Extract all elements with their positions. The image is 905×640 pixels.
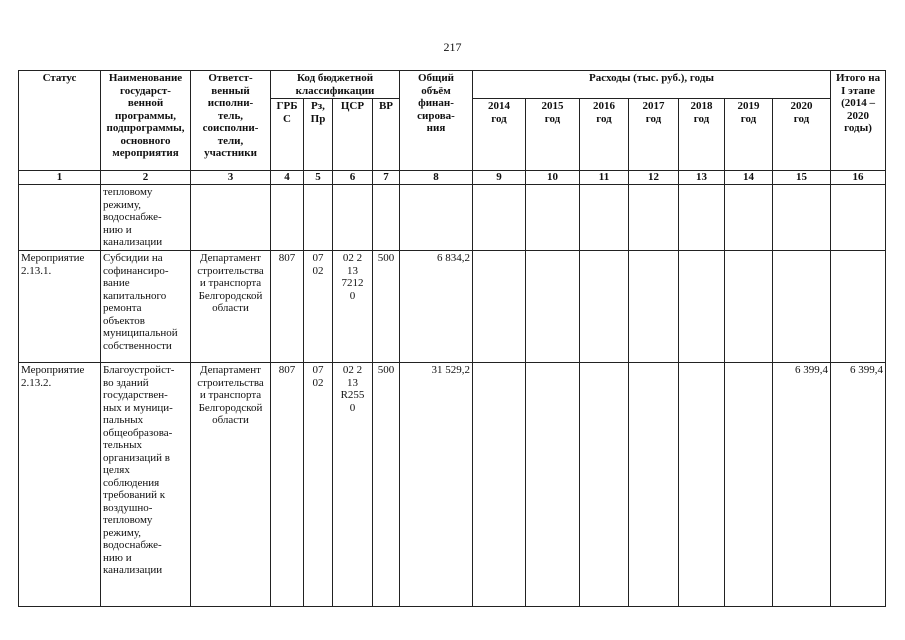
header-year-2020: 2020 год — [773, 99, 831, 171]
header-expenses: Расходы (тыс. руб.), годы — [473, 71, 831, 99]
budget-table — [18, 70, 886, 607]
cell-vr — [373, 185, 400, 251]
header-year-2018: 2018 год — [679, 99, 725, 171]
header-stage-total: Итого на I этапе (2014 – 2020 годы) — [831, 71, 886, 171]
cell-year-2015 — [526, 185, 580, 251]
cell-vr: 500 — [373, 251, 400, 363]
column-number: 14 — [725, 171, 773, 185]
header-vr: ВР — [373, 99, 400, 171]
cell-year-2015 — [526, 363, 580, 607]
column-number: 1 — [19, 171, 101, 185]
cell-grbs — [271, 185, 304, 251]
cell-year-2014 — [473, 251, 526, 363]
cell-stage-total: 6 399,4 — [831, 363, 886, 607]
cell-year-2018 — [679, 185, 725, 251]
cell-year-2014 — [473, 185, 526, 251]
cell-year-2020: 6 399,4 — [773, 363, 831, 607]
cell-year-2020 — [773, 185, 831, 251]
header-row-1 — [19, 71, 886, 99]
cell-year-2017 — [629, 251, 679, 363]
cell-year-2018 — [679, 251, 725, 363]
column-number: 6 — [333, 171, 373, 185]
column-number: 12 — [629, 171, 679, 185]
cell-rzpr: 07 02 — [304, 363, 333, 607]
header-year-2016: 2016 год — [580, 99, 629, 171]
header-rzpr: Рз, Пр — [304, 99, 333, 171]
header-responsible: Ответст- венный исполни- тель, соисполни- тели, участники — [191, 71, 271, 171]
cell-responsible: Департамент строительства и транспорта Белгородской области — [191, 363, 271, 607]
cell-grbs: 807 — [271, 251, 304, 363]
header-budget-code: Код бюджетной классификации — [271, 71, 400, 99]
page-number: 217 — [443, 40, 462, 54]
cell-csr — [333, 185, 373, 251]
header-grbs: ГРБ С — [271, 99, 304, 171]
cell-total — [400, 185, 473, 251]
header-year-2017: 2017 год — [629, 99, 679, 171]
cell-year-2015 — [526, 251, 580, 363]
table-row — [19, 363, 886, 607]
cell-year-2018 — [679, 363, 725, 607]
header-status: Статус — [19, 71, 101, 171]
cell-year-2014 — [473, 363, 526, 607]
column-number: 16 — [831, 171, 886, 185]
table-row — [19, 251, 886, 363]
cell-stage-total — [831, 185, 886, 251]
cell-status — [19, 185, 101, 251]
header-year-2015: 2015 год — [526, 99, 580, 171]
cell-stage-total — [831, 251, 886, 363]
cell-csr: 02 2 13 R255 0 — [333, 363, 373, 607]
column-number: 11 — [580, 171, 629, 185]
cell-year-2019 — [725, 185, 773, 251]
cell-year-2019 — [725, 251, 773, 363]
cell-name: Благоустройст- во зданий государствен- ных и муници- пальных общеобразова- тельных организаций в целях соблюдения требований к воздушно- тепловому режиму, водоснабже- нию и канализации — [101, 363, 191, 607]
cell-total: 6 834,2 — [400, 251, 473, 363]
column-number: 9 — [473, 171, 526, 185]
cell-vr: 500 — [373, 363, 400, 607]
header-year-2014: 2014 год — [473, 99, 526, 171]
cell-year-2019 — [725, 363, 773, 607]
cell-responsible — [191, 185, 271, 251]
header-csr: ЦСР — [333, 99, 373, 171]
cell-year-2016 — [580, 185, 629, 251]
column-number: 7 — [373, 171, 400, 185]
cell-csr: 02 2 13 7212 0 — [333, 251, 373, 363]
cell-name: тепловому режиму, водоснабже- нию и канализации — [101, 185, 191, 251]
table-row — [19, 185, 886, 251]
column-number: 15 — [773, 171, 831, 185]
cell-year-2017 — [629, 363, 679, 607]
cell-rzpr — [304, 185, 333, 251]
cell-total: 31 529,2 — [400, 363, 473, 607]
cell-year-2016 — [580, 251, 629, 363]
cell-responsible: Департамент строительства и транспорта Белгородской области — [191, 251, 271, 363]
cell-year-2020 — [773, 251, 831, 363]
column-number: 2 — [101, 171, 191, 185]
column-number-row — [19, 171, 886, 185]
column-number: 5 — [304, 171, 333, 185]
cell-name: Субсидии на софинансиро- вание капитального ремонта объектов муниципальной собственности — [101, 251, 191, 363]
cell-year-2017 — [629, 185, 679, 251]
cell-status: Мероприятие 2.13.2. — [19, 363, 101, 607]
column-number: 8 — [400, 171, 473, 185]
column-number: 10 — [526, 171, 580, 185]
header-total-volume: Общий объём финан- сирова- ния — [400, 71, 473, 171]
header-name: Наименование государст- венной программы, подпрограммы, основного мероприятия — [101, 71, 191, 171]
column-number: 4 — [271, 171, 304, 185]
cell-grbs: 807 — [271, 363, 304, 607]
cell-rzpr: 07 02 — [304, 251, 333, 363]
cell-year-2016 — [580, 363, 629, 607]
column-number: 13 — [679, 171, 725, 185]
header-year-2019: 2019 год — [725, 99, 773, 171]
cell-status: Мероприятие 2.13.1. — [19, 251, 101, 363]
column-number: 3 — [191, 171, 271, 185]
